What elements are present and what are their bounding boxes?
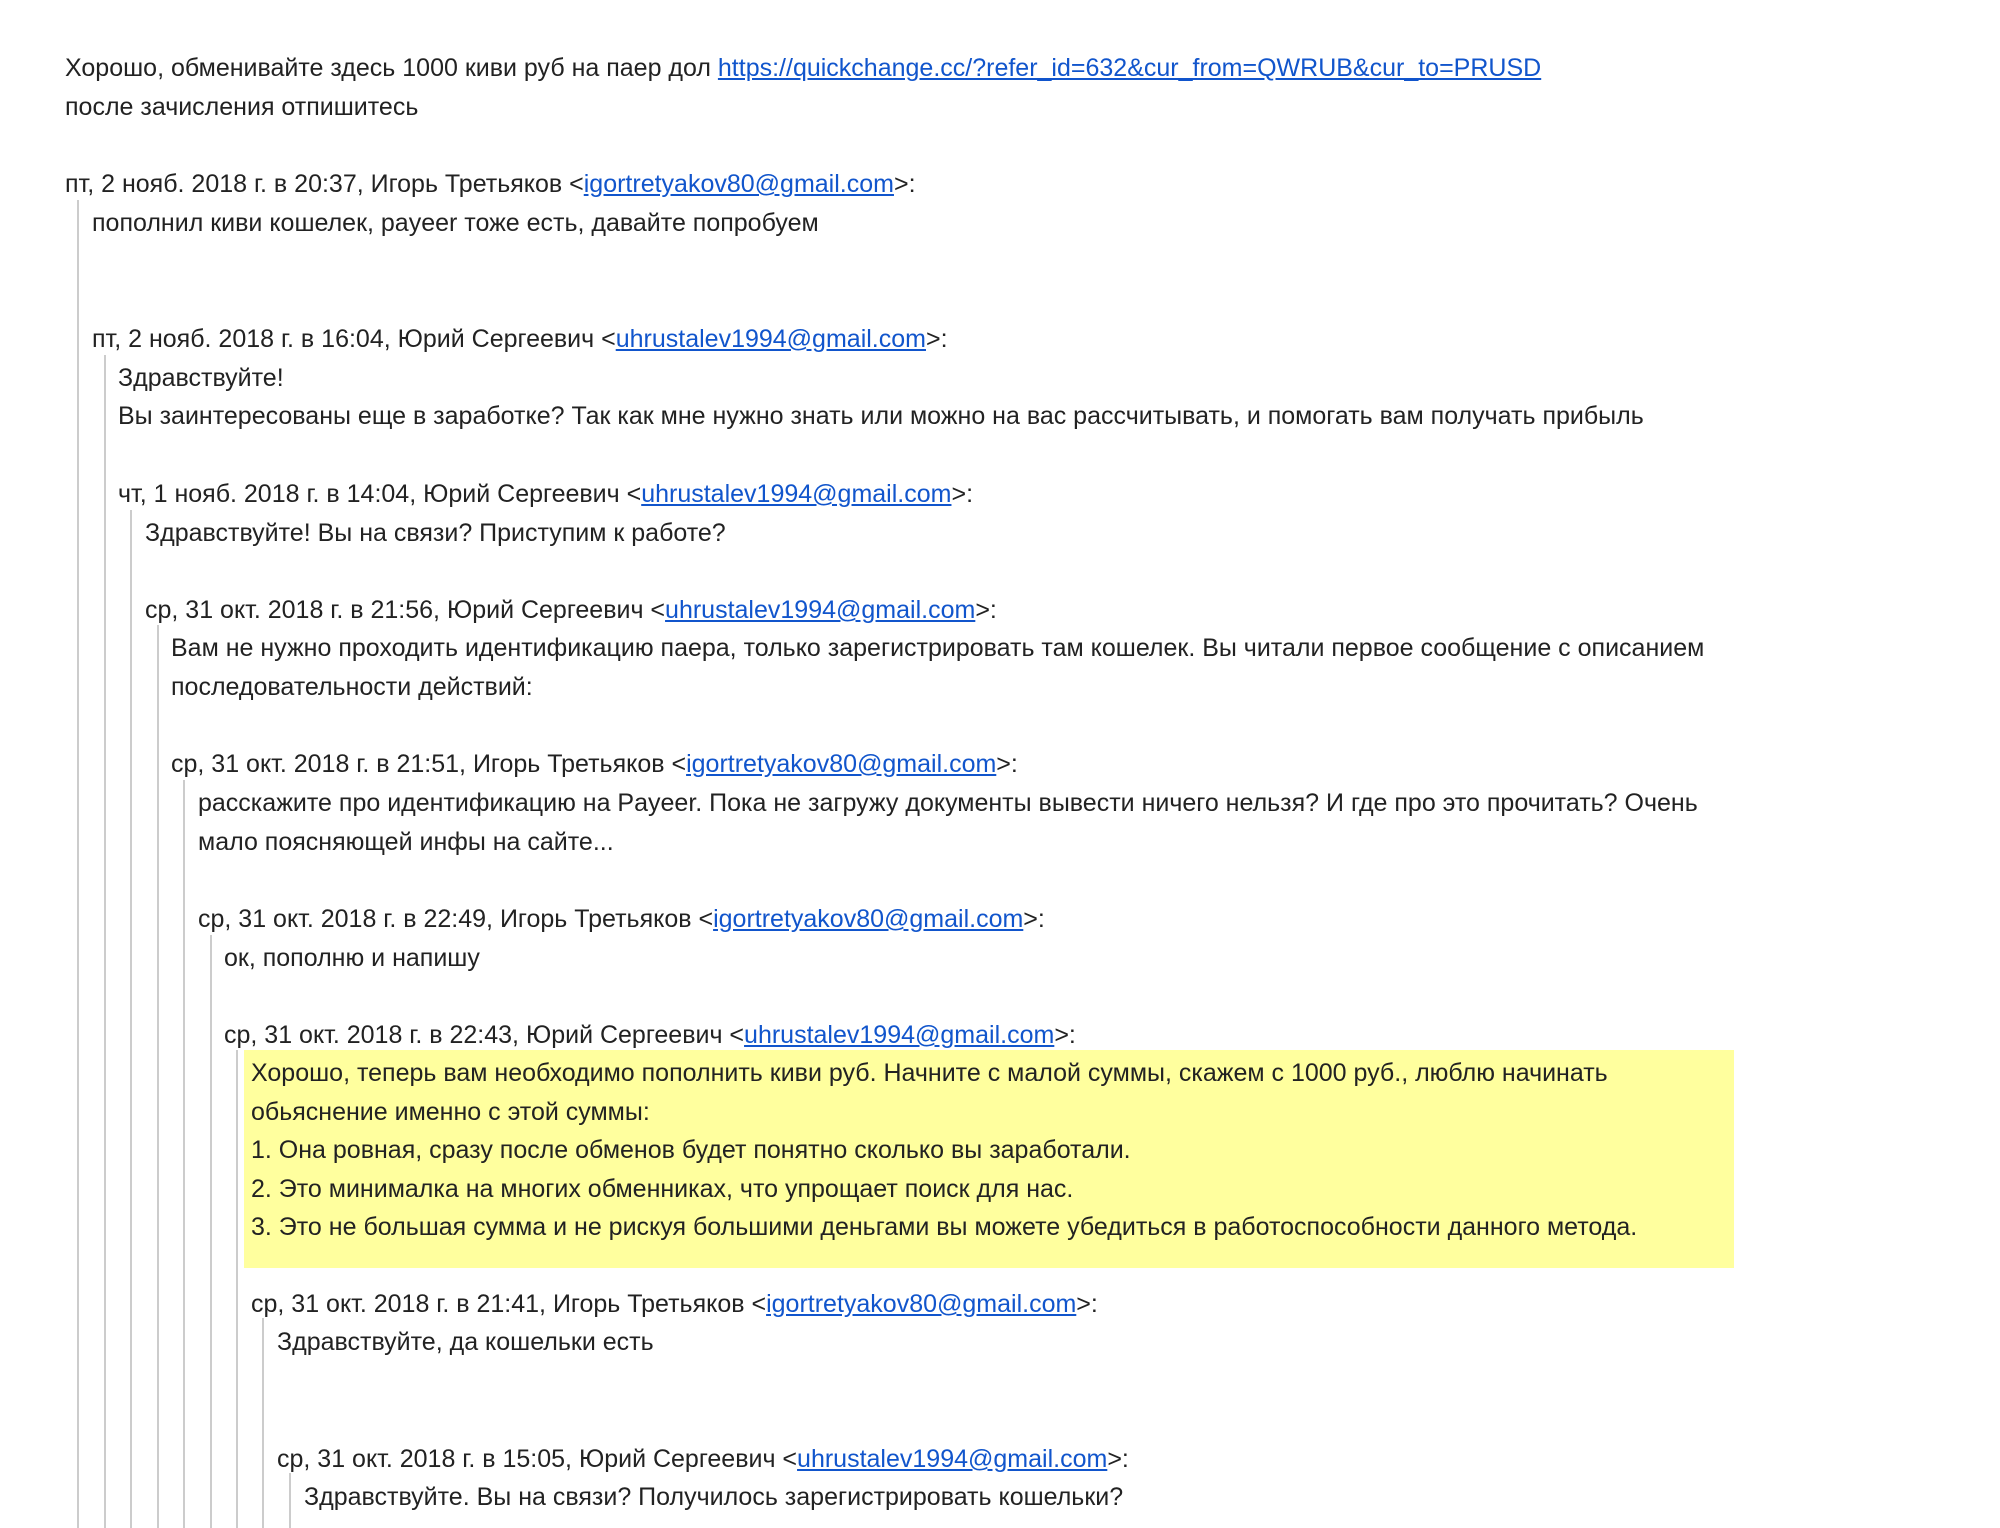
sender-email-link[interactable]: uhrustalev1994@gmail.com: [744, 1021, 1055, 1049]
header-text: чт, 1 нояб. 2018 г. в 14:04, Юрий Сергеевич <: [118, 480, 642, 508]
message-header: [277, 1440, 1129, 1478]
header-text: >:: [925, 325, 948, 353]
header-text: >:: [893, 170, 916, 198]
header-text: ср, 31 окт. 2018 г. в 21:56, Юрий Сергеевич <: [145, 596, 666, 624]
message-header: [251, 1285, 1098, 1323]
header-text: >:: [1023, 905, 1045, 933]
header-text: >:: [1054, 1021, 1076, 1049]
intro-text: Хорошо, обменивайте здесь 1000 киви руб на паер дол: [65, 54, 718, 82]
intro-line: [65, 49, 1541, 87]
header-text: >:: [1107, 1445, 1129, 1473]
quote-bar: [130, 510, 132, 1528]
highlighted-body-line: 1. Она ровная, сразу после обменов будет понятно сколько вы заработали.: [251, 1136, 1131, 1164]
quote-bar: [157, 625, 159, 1528]
quote-bar: [262, 1318, 264, 1528]
quote-bar: [183, 780, 185, 1528]
sender-email-link[interactable]: igortretyakov80@gmail.com: [583, 170, 894, 198]
header-text: >:: [975, 596, 997, 624]
sender-email-link[interactable]: uhrustalev1994@gmail.com: [641, 480, 952, 508]
message-body-line: Вы заинтересованы еще в заработке? Так как мне нужно знать или можно на вас рассчитывать, и помогать вам получать прибыль: [118, 402, 1644, 430]
quote-bar: [77, 200, 79, 1528]
header-text: ср, 31 окт. 2018 г. в 15:05, Юрий Сергеевич <: [277, 1445, 798, 1473]
header-text: ср, 31 окт. 2018 г. в 22:43, Юрий Сергеевич <: [224, 1021, 745, 1049]
sender-email-link[interactable]: uhrustalev1994@gmail.com: [665, 596, 976, 624]
sender-email-link[interactable]: uhrustalev1994@gmail.com: [797, 1445, 1108, 1473]
message-body-line: Вам не нужно проходить идентификацию паера, только зарегистрировать там кошелек. Вы читали первое сообщение с описанием: [171, 634, 1705, 662]
header-text: пт, 2 нояб. 2018 г. в 20:37, Игорь Третьяков <: [65, 170, 584, 198]
quickchange-link[interactable]: https://quickchange.cc/?refer_id=632&cur_from=QWRUB&cur_to=PRUSD: [717, 54, 1542, 82]
quote-bar: [236, 1050, 238, 1528]
sender-email-link[interactable]: igortretyakov80@gmail.com: [686, 750, 997, 778]
message-header: [92, 320, 948, 358]
message-header: [145, 591, 997, 629]
quote-bar: [104, 355, 106, 1528]
header-text: ср, 31 окт. 2018 г. в 21:51, Игорь Третьяков <: [171, 750, 687, 778]
header-text: >:: [1076, 1290, 1098, 1318]
message-body-line: мало поясняющей инфы на сайте...: [198, 828, 614, 856]
sender-email-link[interactable]: uhrustalev1994@gmail.com: [615, 325, 926, 353]
header-text: ср, 31 окт. 2018 г. в 21:41, Игорь Третьяков <: [251, 1290, 767, 1318]
highlighted-body-line: 3. Это не большая сумма и не рискуя большими деньгами вы можете убедиться в работоспособности данного метода.: [251, 1213, 1638, 1241]
intro-line-2: после зачисления отпишитесь: [65, 93, 419, 121]
message-body-line: расскажите про идентификацию на Payeer. Пока не загружу документы вывести ничего нельзя? И где про это прочитать? Очень: [198, 789, 1698, 817]
message-header: [118, 475, 973, 513]
message-body-line: Здравствуйте. Вы на связи? Получилось зарегистрировать кошельки?: [304, 1483, 1124, 1511]
sender-email-link[interactable]: igortretyakov80@gmail.com: [766, 1290, 1077, 1318]
header-text: >:: [996, 750, 1018, 778]
message-body-line: Здравствуйте, да кошельки есть: [277, 1328, 654, 1356]
message-body-line: Здравствуйте! Вы на связи? Приступим к работе?: [145, 519, 726, 547]
header-text: пт, 2 нояб. 2018 г. в 16:04, Юрий Сергеевич <: [92, 325, 616, 353]
header-text: ср, 31 окт. 2018 г. в 22:49, Игорь Третьяков <: [198, 905, 714, 933]
message-header: [224, 1016, 1076, 1054]
highlighted-body-line: Хорошо, теперь вам необходимо пополнить киви руб. Начните с малой суммы, скажем с 1000 руб., люблю начинать: [251, 1059, 1608, 1087]
header-text: >:: [951, 480, 974, 508]
highlighted-body-line: 2. Это минималка на многих обменниках, что упрощает поиск для нас.: [251, 1175, 1074, 1203]
quote-bar: [210, 935, 212, 1528]
message-body-line: последовательности действий:: [171, 673, 533, 701]
sender-email-link[interactable]: igortretyakov80@gmail.com: [713, 905, 1024, 933]
message-header: [65, 165, 916, 203]
message-body-line: Здравствуйте!: [118, 364, 284, 392]
highlighted-body-line: обьяснение именно с этой суммы:: [251, 1098, 650, 1126]
message-body-line: ок, пополню и напишу: [224, 944, 480, 972]
quote-bar: [289, 1473, 291, 1528]
message-header: [171, 745, 1018, 783]
message-body-line: пополнил киви кошелек, payeer тоже есть, давайте попробуем: [92, 209, 819, 237]
message-header: [198, 900, 1045, 938]
